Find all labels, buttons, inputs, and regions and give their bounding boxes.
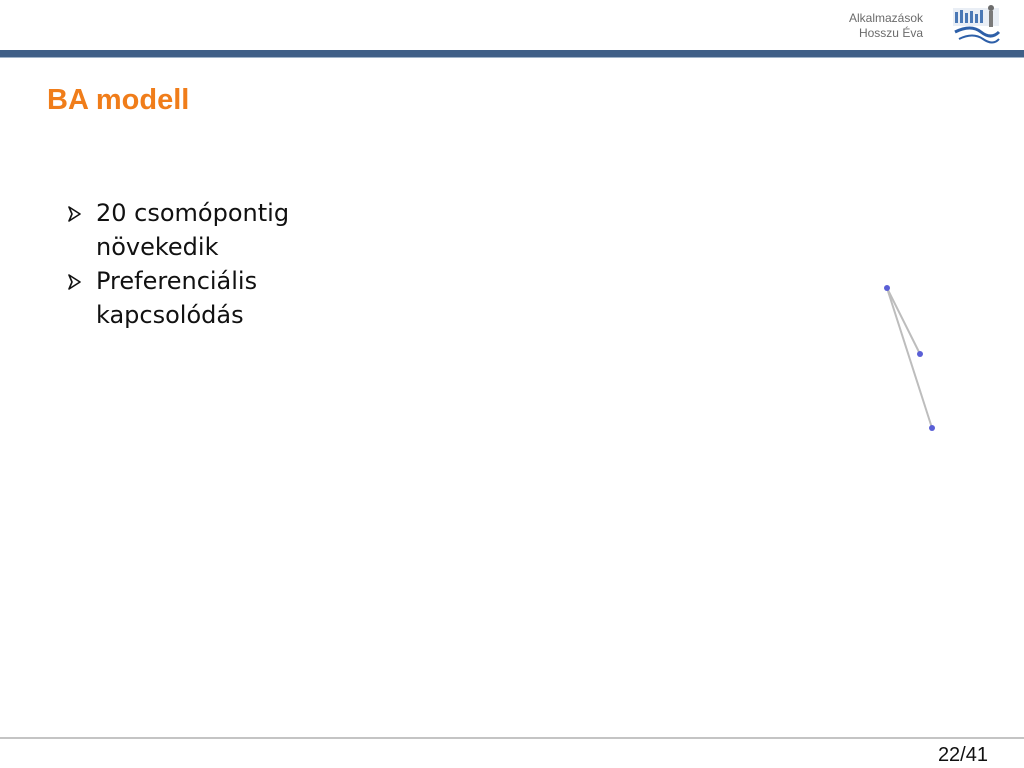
graph-edge bbox=[887, 288, 920, 354]
bullet-text: 20 csomópontig növekedik bbox=[96, 199, 290, 261]
footer-divider bbox=[0, 737, 1024, 739]
graph-edge bbox=[887, 288, 932, 428]
bullet-list bbox=[66, 196, 366, 332]
bullet-item bbox=[66, 264, 366, 332]
header-line-1: Alkalmazások bbox=[848, 11, 923, 25]
header-line-2: Hosszu Éva bbox=[858, 26, 923, 40]
bullet-text: Preferenciális kapcsolódás bbox=[96, 267, 258, 329]
page-number: 22/41 bbox=[937, 744, 988, 766]
graph-node bbox=[917, 351, 923, 357]
arrow-bullet-icon bbox=[66, 274, 82, 290]
header-text bbox=[849, 11, 923, 41]
graph-node bbox=[884, 285, 890, 291]
bullet-item bbox=[66, 196, 366, 264]
arrow-bullet-icon bbox=[66, 206, 82, 222]
slide-title: BA modell bbox=[47, 84, 190, 116]
course-logo-icon bbox=[951, 2, 1003, 46]
header-bar bbox=[0, 50, 1024, 57]
graph-node bbox=[929, 425, 935, 431]
network-graph bbox=[860, 270, 960, 450]
header-bar-shadow bbox=[0, 57, 1024, 58]
